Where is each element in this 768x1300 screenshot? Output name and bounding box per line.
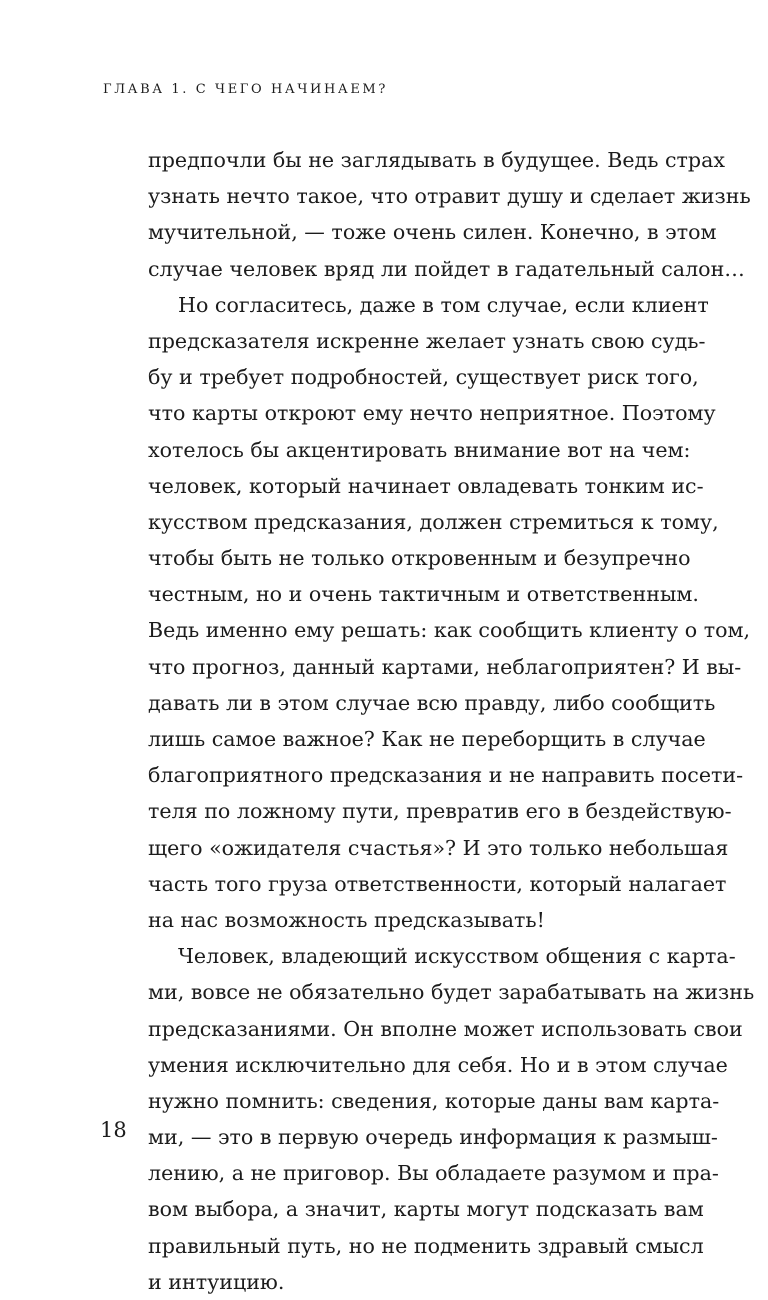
text-line: случае человек вряд ли пойдет в гадательный салон…: [148, 256, 745, 281]
text-line: что карты откроют ему нечто неприятное. Поэтому: [148, 401, 716, 426]
text-line: Но согласитесь, даже в том случае, если клиент: [178, 292, 709, 317]
text-line: теля по ложному пути, превратив его в бездействую-: [148, 799, 732, 824]
text-line: предпочли бы не заглядывать в будущее. Ведь страх: [148, 148, 725, 172]
running-head: ГЛАВА 1. С ЧЕГО НАЧИНАЕМ?: [103, 82, 388, 97]
text-line: часть того груза ответственности, который налагает: [148, 871, 727, 896]
text-line: узнать нечто такое, что отравит душу и сделает жизнь: [148, 184, 751, 209]
page-number: 18: [100, 1118, 127, 1142]
text-line: щего «ожидателя счастья»? И это только небольшая: [148, 835, 729, 860]
text-line: кусством предсказания, должен стремиться к тому,: [148, 509, 719, 534]
text-line: чтобы быть не только откровенным и безупречно: [148, 546, 691, 571]
text-line: вом выбора, а значит, карты могут подсказать вам: [148, 1197, 704, 1222]
text-line: что прогноз, данный картами, неблагоприятен? И вы-: [148, 654, 742, 679]
text-line: Ведь именно ему решать: как сообщить клиенту о том,: [148, 618, 751, 643]
text-line: умения исключительно для себя. Но и в этом случае: [148, 1052, 728, 1077]
text-line: бу и требует подробностей, существует риск того,: [148, 365, 699, 390]
text-line: честным, но и очень тактичным и ответственным.: [148, 582, 699, 607]
body-text: [148, 142, 755, 1300]
text-line: Человек, владеющий искусством общения с карта-: [178, 944, 736, 969]
text-line: лению, а не приговор. Вы обладаете разумом и пра-: [148, 1161, 719, 1186]
text-line: давать ли в этом случае всю правду, либо сообщить: [148, 690, 716, 715]
text-line: на нас возможность предсказывать!: [148, 907, 545, 932]
text-line: хотелось бы акцентировать внимание вот на чем:: [148, 437, 691, 462]
text-line: ми, — это в первую очередь информация к размыш-: [148, 1125, 718, 1150]
text-line: и интуицию.: [148, 1269, 285, 1294]
text-line: ми, вовсе не обязательно будет зарабатывать на жизнь: [148, 980, 755, 1005]
text-line: лишь самое важное? Как не переборщить в случае: [148, 727, 706, 751]
text-line: правильный путь, но не подменить здравый смысл: [148, 1233, 704, 1258]
text-line: предсказателя искренне желает узнать свою судь-: [148, 328, 706, 353]
text-line: нужно помнить: сведения, которые даны вам карта-: [148, 1088, 720, 1113]
text-line: благоприятного предсказания и не направить посети-: [148, 763, 744, 788]
text-line: мучительной, — тоже очень силен. Конечно, в этом: [148, 220, 717, 245]
text-line: предсказаниями. Он вполне может использовать свои: [148, 1016, 743, 1041]
text-line: человек, который начинает овладевать тонким ис-: [148, 473, 704, 498]
